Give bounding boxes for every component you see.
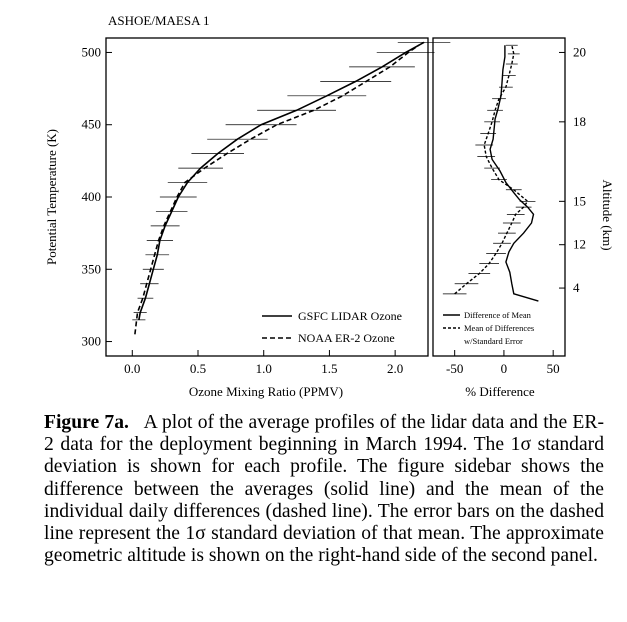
figure-caption: [44, 412, 604, 567]
left-legend: [262, 309, 402, 345]
altitude-tick-label: 12: [573, 236, 586, 252]
left-error-bars: [132, 42, 450, 320]
y-tick-label: 450: [81, 116, 101, 132]
caption-line: and the mean of the individual daily differences (dashed line).: [44, 478, 604, 522]
right-legend: [443, 310, 534, 346]
left-ylabel: Potential Temperature (K): [44, 128, 59, 266]
altitude-tick-label: 15: [573, 193, 586, 209]
panel-label: ASHOE/MAESA 1: [108, 13, 210, 28]
legend-gsfc-label: GSFC LIDAR Ozone: [298, 309, 402, 323]
caption-line: The error bars on the dashed line represent the 1σ standard: [44, 500, 605, 545]
mean-of-differences-line: [455, 45, 528, 294]
altitude-axis-label: Altitude (km): [600, 179, 615, 251]
y-tick-label: 500: [81, 44, 101, 60]
caption-line: the ER-2 data for the deployment beginning in March 1994.: [44, 412, 604, 456]
x-tick-label: 50: [546, 361, 560, 376]
caption-line: sidebar shows the difference between the averages (solid line): [44, 456, 605, 500]
y-tick-label: 350: [81, 261, 101, 277]
caption-line: The 1σ standard deviation is shown for each profile. The figure: [44, 434, 604, 478]
right-x-axis: [446, 350, 560, 376]
left-series: [135, 42, 424, 334]
left-y-axis: [82, 44, 113, 348]
legend-noaa-label: NOAA ER-2 Ozone: [298, 331, 395, 345]
noaa-er2-line: [135, 45, 419, 334]
caption-lead: Figure 7a.: [44, 412, 129, 433]
x-tick-label: 2.0: [387, 361, 404, 376]
y-tick-label: 300: [81, 333, 101, 349]
altitude-tick-label: 20: [573, 44, 586, 60]
x-tick-label: 0.5: [189, 361, 207, 376]
left-panel: [44, 38, 450, 399]
caption-line: shown on the right-hand side of the second panel.: [208, 545, 598, 567]
altitude-tick-label: 18: [573, 113, 586, 129]
right-series: [455, 45, 539, 301]
left-xlabel: Ozone Mixing Ratio (PPMV): [188, 384, 344, 399]
x-tick-label: 0: [500, 361, 508, 376]
x-tick-label: 1.5: [321, 361, 338, 376]
x-tick-label: -50: [445, 361, 464, 376]
left-x-axis: [124, 350, 403, 376]
right-error-bars: [443, 45, 536, 294]
gsfc-lidar-line: [139, 42, 424, 320]
right-plot-frame: [433, 38, 565, 356]
right-xlabel: % Difference: [465, 384, 535, 399]
y-tick-label: 400: [81, 189, 101, 204]
x-tick-label: 1.0: [255, 361, 272, 376]
caption-line: A plot of the average profiles of the lidar data and: [143, 412, 538, 433]
difference-of-mean-line: [490, 45, 538, 301]
legend-mean-diff-label: Mean of Differences: [464, 323, 535, 333]
legend-stderr-label: w/Standard Error: [464, 336, 523, 346]
legend-diff-mean-label: Difference of Mean: [464, 310, 531, 320]
x-tick-label: 0.0: [124, 361, 141, 376]
altitude-axis: [559, 44, 586, 295]
right-panel: [433, 38, 615, 399]
altitude-tick-label: 4: [573, 280, 580, 296]
caption-line: deviation of that mean. The approximate geometric altitude is: [44, 523, 604, 567]
